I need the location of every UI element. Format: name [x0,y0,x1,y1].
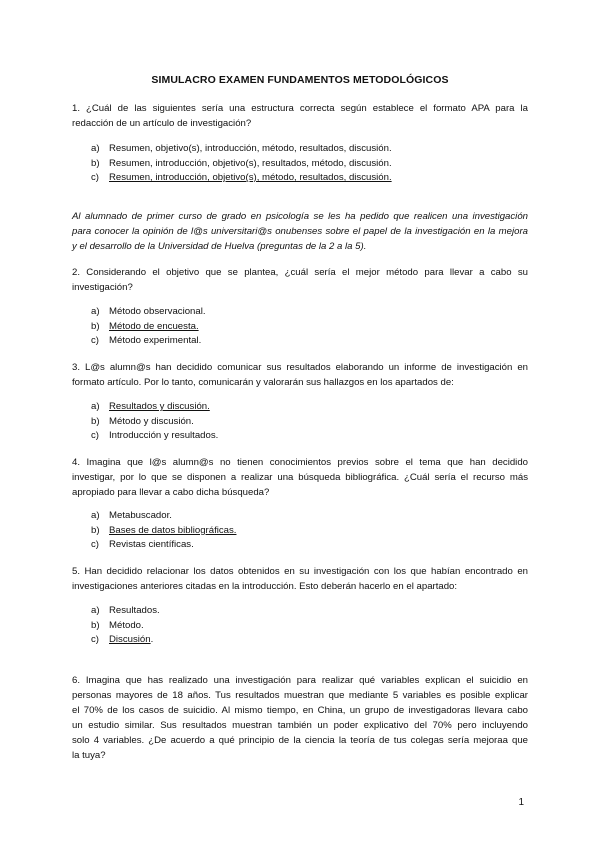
option-c: c) Introducción y resultados. [91,430,219,441]
question-4-options [91,509,521,553]
option-c: c) Revistas científicas. [91,539,194,550]
exam-title: SIMULACRO EXAMEN FUNDAMENTOS METODOLÓGICOS [151,74,449,86]
correct-answer: Resultados y discusión. [109,401,210,412]
option-b: b) Bases de datos bibliográficas. [91,524,521,539]
option-b: b) Resumen, introducción, objetivo(s), resultados, método, discusión. [91,157,392,169]
correct-answer: Método de encuesta. [109,320,199,332]
question-5-options [91,604,521,648]
context-paragraph: Al alumnado de primer curso de grado en psicología se les ha pedido que realicen una investigación para conocer la opinión de l@s universitari@s onubenses sobre el papel de la investigación en la mejora y el desarrollo de la Universidad de Huelva (preguntas de la 2 a la 5). [72,211,528,252]
option-a: a) Resultados. [91,605,160,616]
question-line: 1. ¿Cuál de las siguientes sería una estructura correcta según establece el formato APA para la [72,103,528,114]
question-2-options [91,305,521,349]
option-b: b) Método y discusión. [91,415,194,427]
question-4-text: 4. Imagina que l@s alumn@s no tienen conocimientos previos sobre el tema que han decidido investigar, por lo que se disponen a realizar una búsqueda bibliográfica. ¿Cuál sería el recurso más apropiado para llevar a cabo dicha búsqueda? [72,457,528,498]
question-3-options [91,400,521,444]
option-a: a) Resumen, objetivo(s), introducción, método, resultados, discusión. [91,143,392,154]
question-2-text: 2. Considerando el objetivo que se plantea, ¿cuál sería el mejor método para llevar a cabo su investigación? [72,267,528,293]
page-number: 1 [518,797,524,808]
option-a: a) Metabuscador. [91,510,172,521]
option-b: b) Método. [91,619,144,631]
option-c: c) Discusión . [91,633,521,648]
option-a: a) Resultados y discusión. [91,400,521,415]
option-c: c) Método experimental. [91,335,202,346]
option-a: a) Método observacional. [91,306,206,317]
question-1-text [72,101,528,131]
option-b: b) Método de encuesta. [91,320,521,335]
question-6-text: 6. Imagina que has realizado una investigación para realizar qué variables explican el suicidio en personas mayores de 18 años. Tus resultados muestran que mediante 5 variables es posible explicar el 70% de los casos de suicidio. Al mismo tiempo, en China, un grupo de investigadoras llevara cabo un estudio similar. Sus resultados muestran también un poder explicativo del 70% pero incluyendo solo 4 variables. ¿De acuerdo a qué principio de la ciencia la teoría de tus colegas sería mejoraa que la tuya? [72,675,528,761]
option-c: c) Resumen, introducción, objetivo(s), método, resultados, discusión. [91,171,521,186]
correct-answer: Discusión [109,634,151,645]
correct-answer: Bases de datos bibliográficas. [109,524,237,536]
question-5-text: 5. Han decidido relacionar los datos obtenidos en su investigación con los que habían encontrado en investigaciones anteriores citadas en la introducción. Esto deberán hacerlo en el apartado: [72,566,528,592]
correct-answer: Resumen, introducción, objetivo(s), método, resultados, discusión. [109,172,392,183]
question-line: redacción de un artículo de investigación? [72,118,252,129]
question-3-text: 3. L@s alumn@s han decidido comunicar sus resultados elaborando un informe de investigación en formato artículo. Por lo tanto, comunicarán y valorarán sus hallazgos en los apartados de: [72,362,528,388]
question-1-options [91,142,521,186]
